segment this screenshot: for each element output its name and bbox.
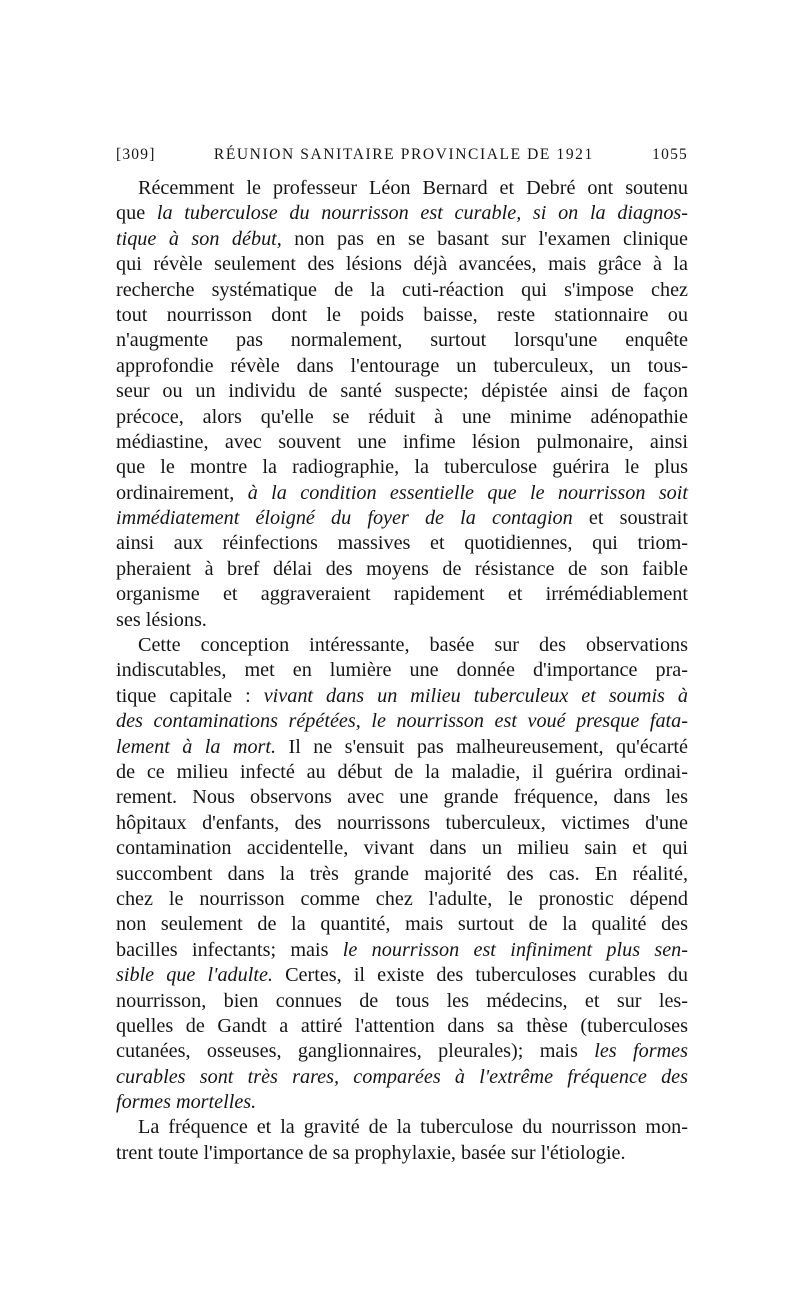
text-line bbox=[116, 811, 688, 836]
roman-text: chez le nourrisson comme chez l'adulte, le pronostic dépend bbox=[116, 887, 688, 910]
text-line bbox=[116, 354, 688, 379]
roman-text: bacilles infectants; mais bbox=[116, 938, 343, 961]
roman-text: non pas en se basant sur l'examen clinique bbox=[281, 227, 688, 250]
text-line bbox=[116, 1014, 688, 1039]
italic-text: immédiatement éloigné du foyer de la contagion bbox=[116, 507, 573, 530]
roman-text: succombent dans la très grande majorité des cas. En réalité, bbox=[116, 862, 688, 885]
text-line bbox=[116, 1141, 688, 1166]
roman-text: quelles de Gandt a attiré l'attention dans sa thèse (tuberculoses bbox=[116, 1014, 688, 1037]
text-line bbox=[116, 379, 688, 404]
roman-text: organisme et aggraveraient rapidement et irrémédiablement bbox=[116, 583, 688, 606]
body-text bbox=[116, 176, 688, 1166]
text-line bbox=[116, 938, 688, 963]
italic-text: tique à son début, bbox=[116, 227, 282, 250]
paragraph bbox=[116, 1115, 688, 1166]
text-line bbox=[116, 684, 688, 709]
roman-text: indiscutables, met en lumière une donnée d'importance pra- bbox=[116, 659, 688, 682]
roman-text: approfondie révèle dans l'entourage un tuberculeux, un tous- bbox=[116, 354, 688, 377]
text-line bbox=[116, 557, 688, 582]
italic-text: sible que l'adulte. bbox=[116, 964, 273, 987]
text-line bbox=[116, 201, 688, 226]
roman-text: n'augmente pas normalement, surtout lorsqu'une enquête bbox=[116, 329, 688, 352]
text-line bbox=[116, 1065, 688, 1090]
roman-text: contamination accidentelle, vivant dans un milieu sain et qui bbox=[116, 837, 688, 860]
text-line bbox=[116, 481, 688, 506]
roman-text: trent toute l'importance de sa prophylaxie, basée sur l'étiologie. bbox=[116, 1141, 626, 1164]
book-page bbox=[116, 142, 688, 1166]
roman-text: que le montre la radiographie, la tuberculose guérira le plus bbox=[116, 456, 688, 479]
roman-text: tique capitale : bbox=[116, 684, 264, 707]
text-line bbox=[116, 862, 688, 887]
text-line bbox=[116, 252, 688, 277]
text-line bbox=[116, 709, 688, 734]
text-line bbox=[116, 506, 688, 531]
text-line bbox=[116, 760, 688, 785]
roman-text: cutanées, osseuses, ganglionnaires, pleurales); mais bbox=[116, 1040, 595, 1063]
text-line bbox=[116, 531, 688, 556]
roman-text: seur ou un individu de santé suspecte; dépistée ainsi de façon bbox=[116, 380, 688, 403]
text-line bbox=[116, 278, 688, 303]
roman-text: ses lésions. bbox=[116, 608, 207, 631]
roman-text: recherche systématique de la cuti-réaction qui s'impose chez bbox=[116, 278, 688, 301]
roman-text: et soustrait bbox=[572, 507, 689, 530]
italic-text: les formes bbox=[594, 1040, 688, 1063]
running-title: RÉUNION SANITAIRE PROVINCIALE DE 1921 bbox=[213, 146, 594, 163]
italic-text: à la condition essentielle que le nourrisson soit bbox=[247, 481, 688, 504]
text-line bbox=[116, 989, 688, 1014]
roman-text: ainsi aux réinfections massives et quotidiennes, qui triom- bbox=[116, 532, 688, 555]
text-line bbox=[116, 735, 688, 760]
roman-text: La fréquence et la gravité de la tuberculose du nourrisson mon- bbox=[138, 1116, 688, 1139]
text-line bbox=[116, 633, 688, 658]
roman-text: de ce milieu infecté au début de la maladie, il guérira ordinai- bbox=[116, 760, 688, 783]
italic-text: des contaminations répétées, le nourrisson est voué presque fata- bbox=[116, 710, 688, 733]
roman-text: que bbox=[116, 202, 157, 225]
italic-text: la tuberculose du nourrisson est curable, si on la diagnos- bbox=[156, 202, 688, 225]
roman-text: qui révèle seulement des lésions déjà avancées, mais grâce à la bbox=[116, 253, 688, 276]
roman-text: médiastine, avec souvent une infime lésion pulmonaire, ainsi bbox=[116, 430, 688, 453]
italic-text: le nourrisson est infiniment plus sen- bbox=[342, 938, 688, 961]
roman-text: nourrisson, bien connues de tous les médecins, et sur les- bbox=[116, 989, 688, 1012]
text-line bbox=[116, 582, 688, 607]
text-line bbox=[116, 887, 688, 912]
running-header bbox=[116, 142, 688, 172]
text-line bbox=[116, 608, 688, 633]
text-line bbox=[116, 1090, 688, 1115]
text-line bbox=[116, 405, 688, 430]
paragraph bbox=[116, 633, 688, 1115]
text-line bbox=[116, 912, 688, 937]
roman-text: Certes, il existe des tuberculoses curables du bbox=[272, 964, 688, 987]
text-line bbox=[116, 455, 688, 480]
roman-text: pheraient à bref délai des moyens de résistance de son faible bbox=[116, 557, 688, 580]
text-line bbox=[116, 303, 688, 328]
italic-text: curables sont très rares, comparées à l'extrême fréquence des bbox=[116, 1065, 688, 1088]
roman-text: ordinairement, bbox=[116, 481, 248, 504]
roman-text: Récemment le professeur Léon Bernard et Debré ont soutenu bbox=[138, 177, 688, 199]
text-line bbox=[116, 1039, 688, 1064]
text-line bbox=[116, 328, 688, 353]
text-line bbox=[116, 430, 688, 455]
roman-text: précoce, alors qu'elle se réduit à une minime adénopathie bbox=[116, 405, 688, 428]
roman-text: tout nourrisson dont le poids baisse, reste stationnaire ou bbox=[116, 303, 688, 326]
text-line bbox=[116, 176, 688, 201]
roman-text: Il ne s'ensuit pas malheureusement, qu'écarté bbox=[276, 735, 688, 758]
italic-text: formes mortelles. bbox=[116, 1091, 257, 1114]
text-line bbox=[116, 1115, 688, 1140]
page-ref: [309] bbox=[116, 146, 156, 163]
page-number: 1055 bbox=[652, 146, 688, 163]
roman-text: non seulement de la quantité, mais surtout de la qualité des bbox=[116, 913, 688, 936]
roman-text: hôpitaux d'enfants, des nourrissons tuberculeux, victimes d'une bbox=[116, 811, 688, 834]
text-line bbox=[116, 836, 688, 861]
text-line bbox=[116, 785, 688, 810]
roman-text: Cette conception intéressante, basée sur des observations bbox=[138, 634, 688, 657]
text-line bbox=[116, 963, 688, 988]
text-line bbox=[116, 227, 688, 252]
roman-text: rement. Nous observons avec une grande fréquence, dans les bbox=[116, 786, 688, 809]
italic-text: lement à la mort. bbox=[116, 735, 277, 758]
text-line bbox=[116, 658, 688, 683]
italic-text: vivant dans un milieu tuberculeux et soumis à bbox=[263, 684, 688, 707]
paragraph bbox=[116, 176, 688, 633]
